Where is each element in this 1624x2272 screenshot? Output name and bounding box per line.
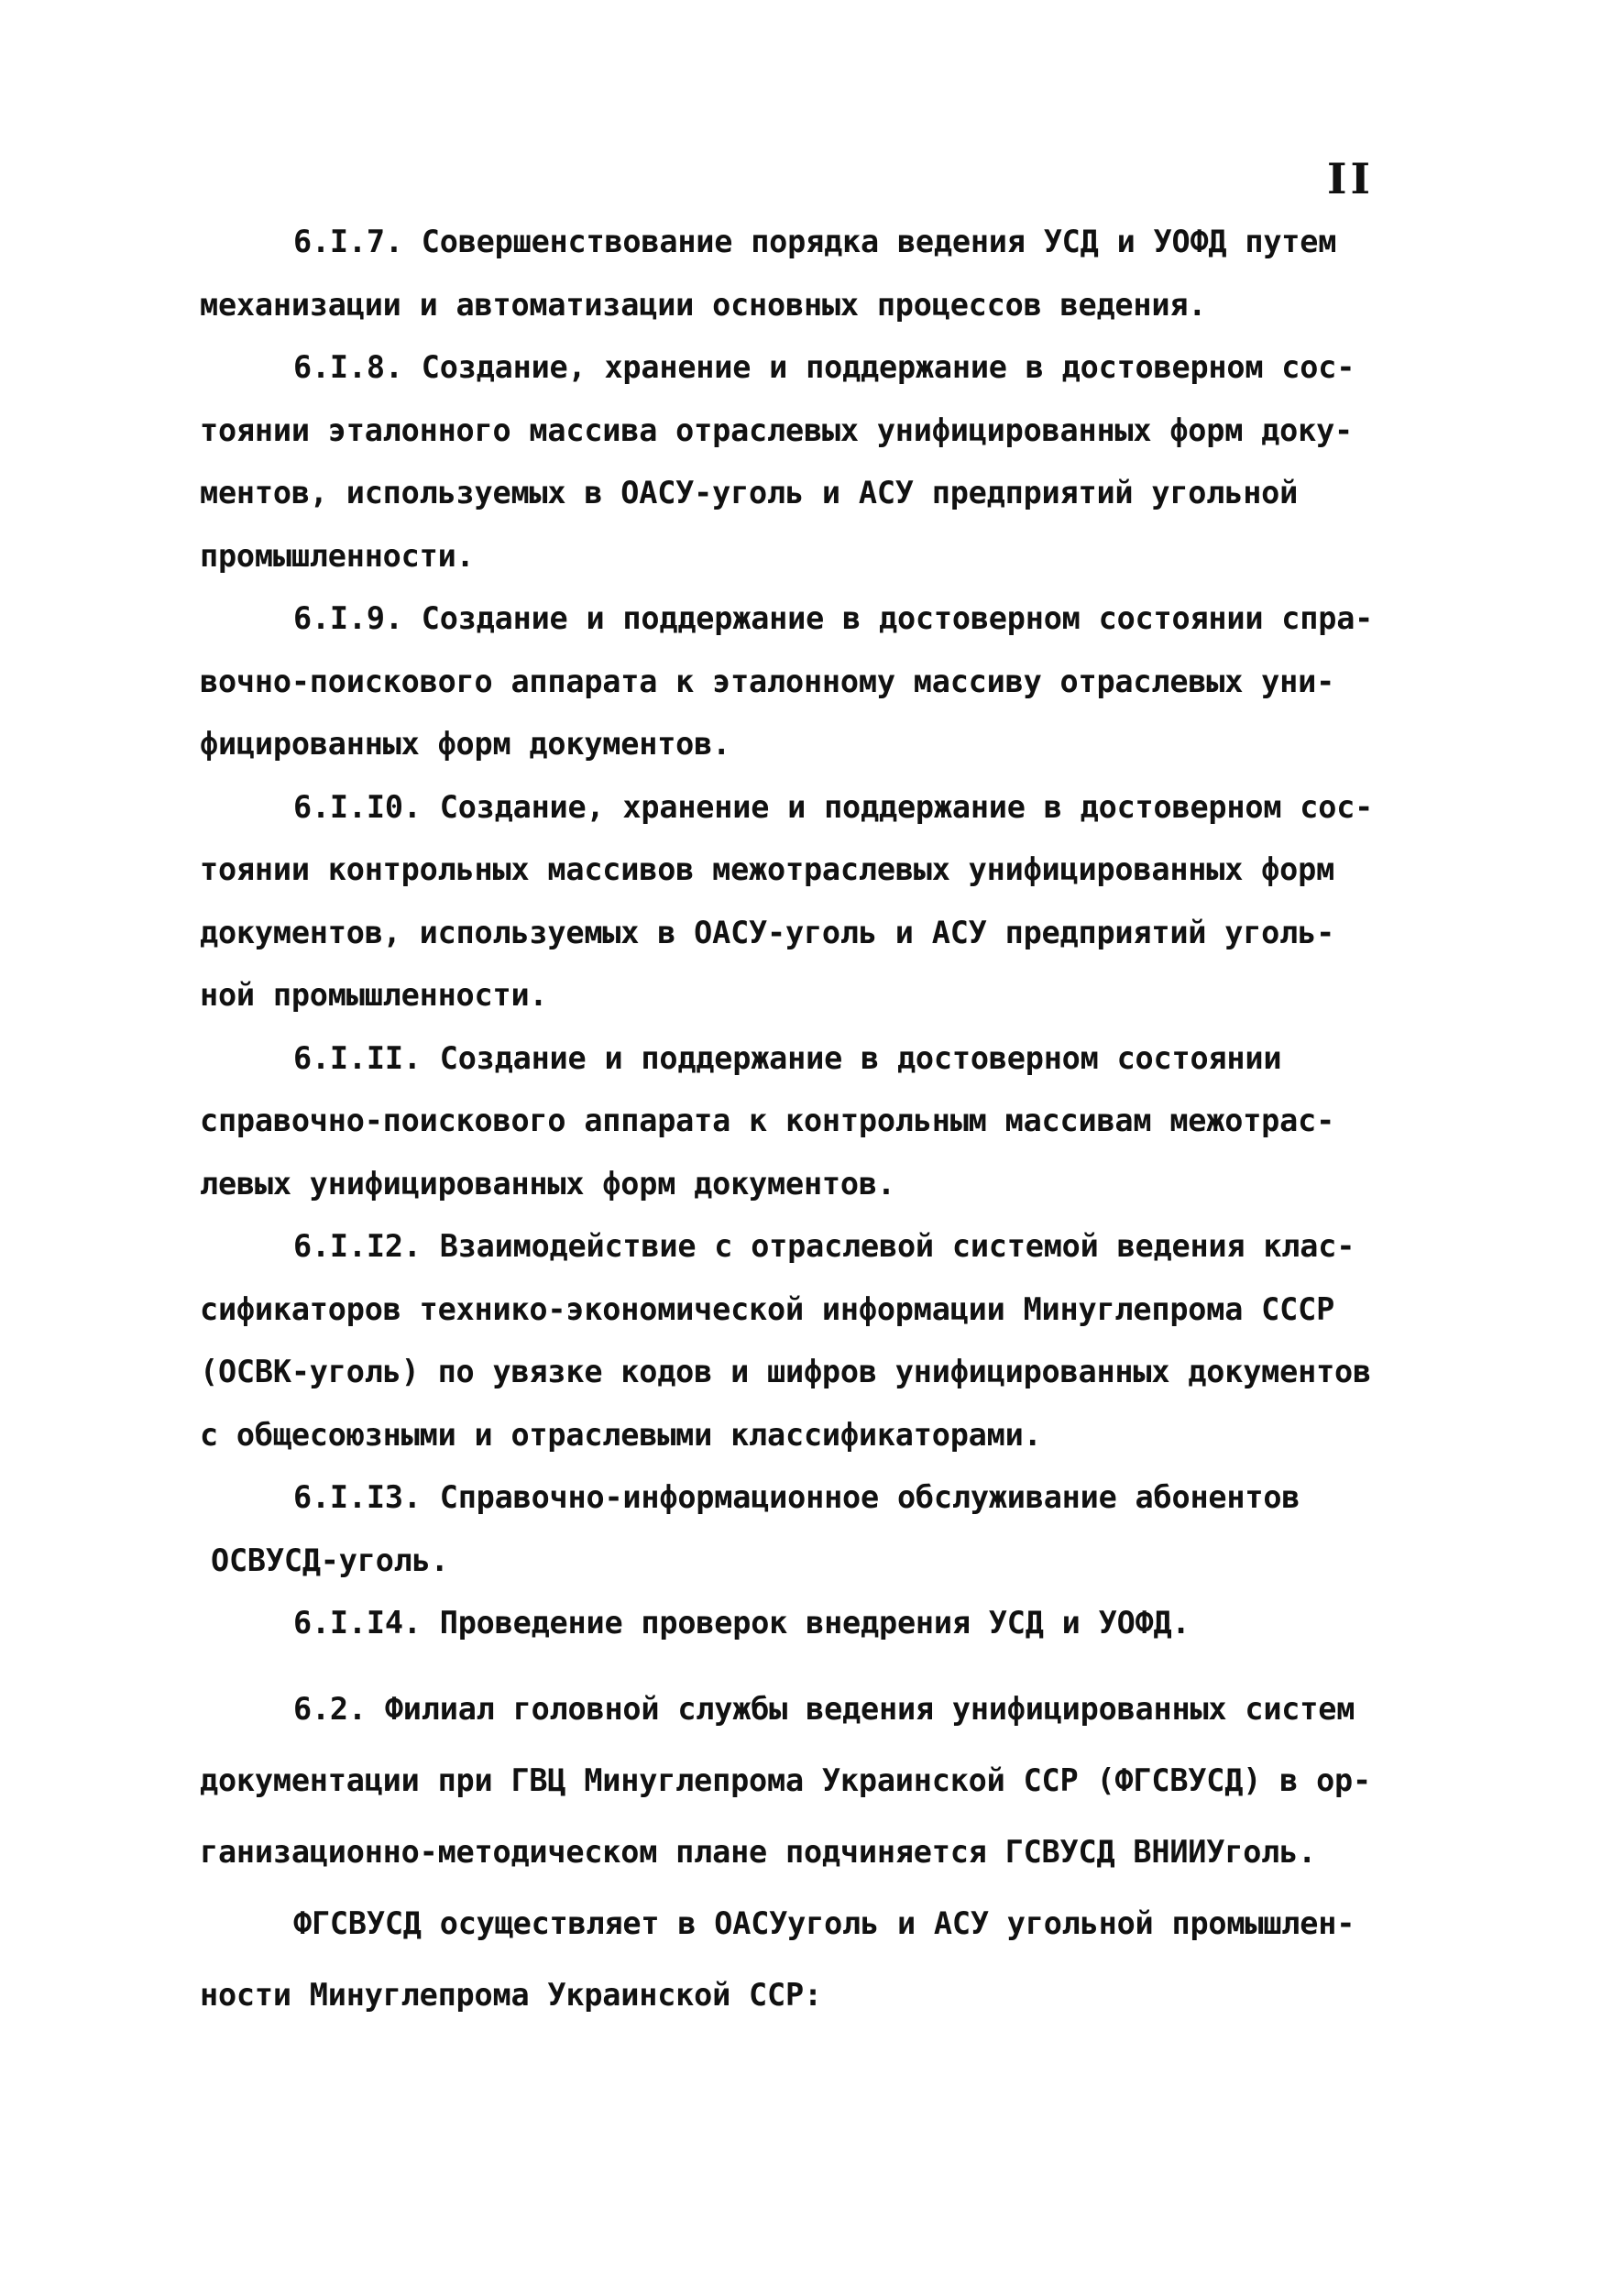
text-line: тоянии контрольных массивов межотраслевых унифицированных форм <box>200 851 1335 887</box>
paragraph-6-1-8 <box>200 336 1428 587</box>
text-line: 6.I.7. Совершенствование порядка ведения УСД и УОФД путем <box>293 224 1337 259</box>
document-body <box>200 211 1428 2031</box>
text-line: 6.I.I3. Справочно-информационное обслуживание абонентов <box>293 1479 1300 1515</box>
text-line: 6.I.I2. Взаимодействие с отраслевой системой ведения клас- <box>293 1228 1355 1264</box>
paragraph-6-1-11 <box>200 1027 1428 1216</box>
paragraph-6-2 <box>200 1674 1428 1888</box>
text-line: 6.I.8. Создание, хранение и поддержание в достоверном сос- <box>293 349 1355 385</box>
text-line: вочно-поискового аппарата к эталонному массиву отраслевых уни- <box>200 663 1335 699</box>
paragraph-6-1-10 <box>200 776 1428 1027</box>
text-line: промышленности. <box>200 537 475 574</box>
text-line: ФГСВУСД осуществляет в ОАСУуголь и АСУ угольной промышлен- <box>293 1904 1355 1941</box>
paragraph-6-1-14 <box>200 1592 1428 1655</box>
text-line: механизации и автоматизации основных процессов ведения. <box>200 286 1207 323</box>
paragraph-6-1-13 <box>200 1466 1428 1592</box>
text-line: с общесоюзными и отраслевыми классификаторами. <box>200 1416 1042 1453</box>
text-line: тоянии эталонного массива отраслевых унифицированных форм доку- <box>200 412 1354 448</box>
text-line: ОСВУСД-уголь. <box>211 1542 449 1578</box>
paragraph-6-1-12 <box>200 1215 1428 1466</box>
text-line: ганизационно-методическом плане подчиняется ГСВУСД ВНИИУголь. <box>200 1833 1317 1870</box>
text-line: справочно-поискового аппарата к контрольным массивам межотрас- <box>200 1103 1335 1138</box>
text-line: ной промышленности. <box>200 977 548 1013</box>
text-line: 6.I.II. Создание и поддержание в достоверном состоянии <box>293 1039 1282 1076</box>
text-line: фицированных форм документов. <box>200 726 731 762</box>
paragraph-6-1-9 <box>200 587 1428 776</box>
text-line: 6.I.9. Создание и поддержание в достоверном состоянии спра- <box>293 600 1374 636</box>
text-line: ментов, используемых в ОАСУ-уголь и АСУ предприятий угольной <box>200 475 1299 510</box>
text-line: 6.I.I4. Проведение проверок внедрения УСД и УОФД. <box>293 1605 1191 1641</box>
text-line: 6.2. Филиал головной службы ведения унифицированных систем <box>293 1690 1355 1727</box>
text-line: документов, используемых в ОАСУ-уголь и АСУ предприятий уголь- <box>200 914 1335 950</box>
text-line: ности Минуглепрома Украинской ССР: <box>200 1976 822 2013</box>
text-line: сификаторов технико-экономической информации Минуглепрома СССР <box>200 1290 1335 1327</box>
paragraph-6-1-7 <box>200 211 1428 336</box>
page-number: II <box>1327 154 1375 203</box>
text-line: документации при ГВЦ Минуглепрома Украинской ССР (ФГСВУСД) в ор- <box>200 1762 1371 1798</box>
text-line: 6.I.I0. Создание, хранение и поддержание в достоверном сос- <box>293 788 1374 825</box>
paragraph-fgsvusd <box>200 1888 1428 2031</box>
text-line: (ОСВК-уголь) по увязке кодов и шифров унифицированных документов <box>200 1354 1371 1389</box>
text-line: левых унифицированных форм документов. <box>200 1165 895 1202</box>
